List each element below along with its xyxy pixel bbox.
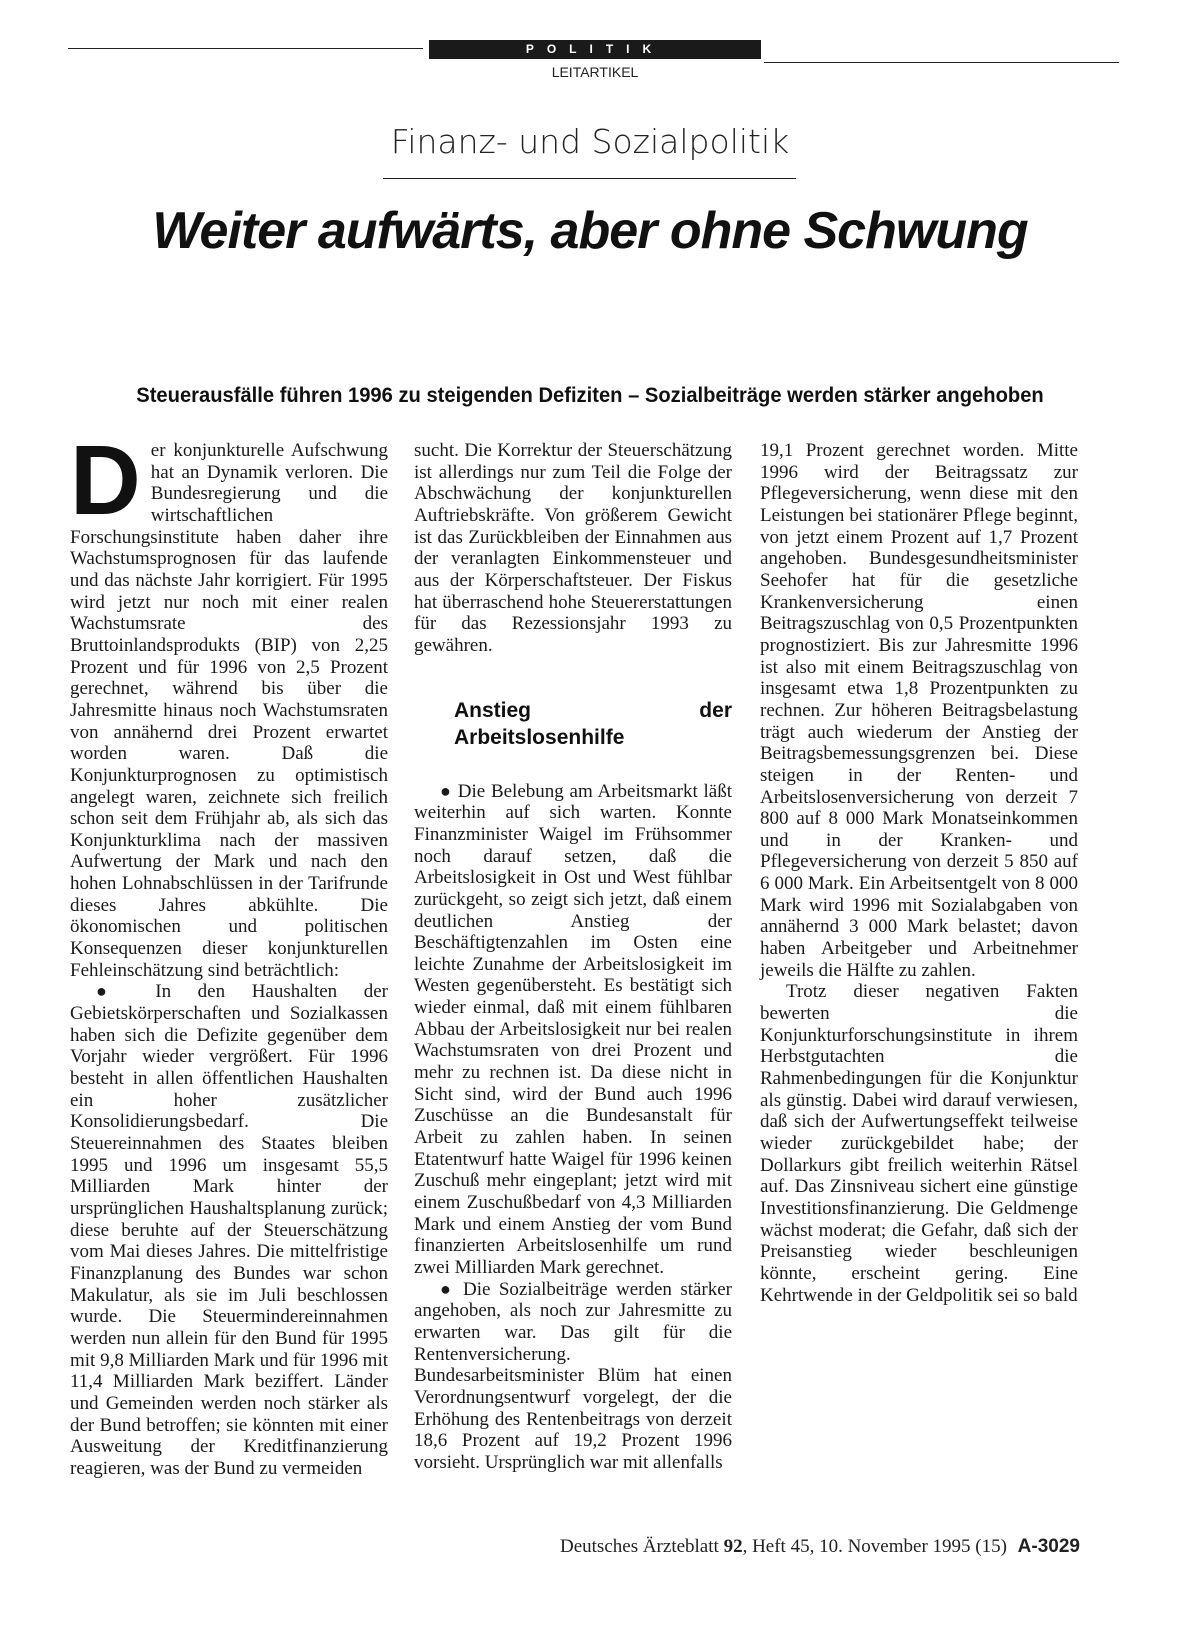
column-1	[70, 425, 388, 1480]
headline: Weiter aufwärts, aber ohne Schwung	[152, 202, 1028, 260]
paragraph-1	[70, 425, 388, 981]
paragraph-5-text: Trotz dieser negativen Fakten bewerten die Konjunkturforschungsinstitute in ihrem Herbstgutachten die Rahmenbedingungen für die Konjunktur als günstig. Dabei wird darauf verwiesen, daß sich der Aufwertungseffekt teilweise wieder zurückgebildet habe; der Dollarkurs gibt freilich weiterhin Rätsel auf. Das Zinsniveau sichert eine günstige Investitionsfinanzierung. Die Geldmenge wächst moderat; die Gefahr, daß sich der Preisanstieg wieder beschleunigen könnte, erscheint gering. Eine Kehrtwende in der Geldpolitik sei so bald	[760, 981, 1078, 1306]
paragraph-2-continued-text: sucht. Die Korrektur der Steuerschätzung ist allerdings nur zum Teil die Folge der Abschwächung der konjunkturellen Auftriebskräfte. Von größerem Gewicht ist das Zurückbleiben der Einnahmen aus der veranlagten Einkommensteuer und aus der Körperschaftsteuer. Der Fiskus hat überraschend hohe Steuererstattungen für das Rezessionsjahr 1993 zu gewähren.	[414, 440, 732, 656]
dropcap: D	[70, 425, 141, 535]
paragraph-4	[414, 1279, 732, 1474]
paragraph-3	[414, 781, 732, 1279]
paragraph-2-continued	[414, 440, 732, 657]
kicker: Finanz- und Sozialpolitik	[390, 122, 790, 161]
paragraph-4-text: Die Sozialbeiträge werden stärker angehoben, als noch zur Jahresmitte zu erwarten war. Das gilt für die Rentenversicherung. Bundesarbeitsminister Blüm hat einen Verordnungsentwurf vorgelegt, der die Erhöhung des Rentenbeitrags von derzeit 18,6 Prozent auf 19,2 Prozent 1996 vorsieht. Ursprünglich war mit allenfalls	[414, 1278, 733, 1473]
section-label: POLITIK	[429, 40, 761, 59]
subsection-label: LEITARTIKEL	[551, 64, 639, 80]
paragraph-4-continued-text: 19,1 Prozent gerechnet worden. Mitte 1996 wird der Beitragssatz zur Pflegeversicherung, wenn diese mit den Leistungen bei stationärer Pflege beginnt, von jetzt einem Prozent auf 1,7 Prozent angehoben. Bundesgesundheitsminister Seehofer hat für die gesetzliche Krankenversicherung einen Beitragszuschlag von 0,5 Prozentpunkten prognostiziert. Bis zur Jahresmitte 1996 ist also mit einem Beitragszuschlag von insgesamt etwa 1,8 Prozentpunkten zu rechnen. Zur höheren Beitragsbelastung trägt auch wiederum der Anstieg der Beitragsbemessungsgrenzen bei. Diese steigen in der Renten- und Arbeitslosenversicherung von derzeit 7 800 auf 8 000 Mark Monatseinkommen und in der Kranken- und Pflegeversicherung von derzeit 5 850 auf 6 000 Mark. Ein Arbeitsentgelt von 8 000 Mark wird 1996 mit Sozialabgaben von annähernd 3 000 Mark belastet; davon haben Arbeitgeber und Arbeitnehmer jeweils die Hälfte zu zahlen.	[760, 440, 1078, 981]
paragraph-2-text: In den Haushalten der Gebietskörperschaften und Sozialkassen haben sich die Defizite gegenüber dem Vorjahr wieder vergrößert. Für 1996 besteht in allen öffentlichen Haushalten ein hoher zusätzlicher Konsolidierungsbedarf. Die Steuereinnahmen des Staates bleiben 1995 und 1996 um insgesamt 55,5 Milliarden Mark hinter der ursprünglichen Haushaltsplanung zurück; diese beruhte auf der Steuerschätzung vom Mai dieses Jahres. Die mittelfristige Finanzplanung des Bundes war schon Makulatur, als sie im Juli beschlossen wurde. Die Steuermindereinnahmen werden nun allein für den Bund für 1995 mit 9,8 Milliarden Mark und für 1996 mit 11,4 Milliarden Mark beziffert. Länder und Gemeinden werden noch stärker als der Bund betroffen; sie könnten mit einer Ausweitung der Kreditfinanzierung reagieren, was der Bund zu vermeiden	[70, 981, 388, 1479]
journal-name: Deutsches Ärzteblatt	[560, 1536, 719, 1557]
subheading: Anstieg der Arbeitslosenhilfe	[454, 698, 732, 749]
header-rule-left	[68, 48, 423, 49]
paragraph-3-text: Die Belebung am Arbeitsmarkt läßt weiterhin auf sich warten. Konnte Finanzminister Waigel im Frühsommer noch darauf setzen, daß die Arbeitslosigkeit in Ost und West fühlbar zurückgeht, so zeigt sich jetzt, daß einem deutlichen Anstieg der Beschäftigtenzahlen im Osten eine leichte Zunahme der Arbeitslosigkeit im Westen gegenübersteht. Es bestätigt sich wieder einmal, daß mit einem fühlbaren Abbau der Arbeitslosigkeit nur bei realen Wachstumsraten von drei Prozent und mehr zu rechnen ist. Da diese nicht in Sicht sind, wird der Bund auch 1996 Zuschüsse an die Bundesanstalt für Arbeit zu zahlen haben. In seinen Etatentwurf hatte Waigel für 1996 keinen Zuschuß mehr eingeplant; jetzt wird mit einem Zuschußbedarf von 4,3 Milliarden Mark und einem Anstieg der vom Bund finanzierten Arbeitslosenhilfe um rund zwei Milliarden Mark gerechnet.	[414, 780, 733, 1278]
page-number: A-3029	[1017, 1536, 1080, 1557]
page-footer	[540, 1536, 1080, 1558]
paragraph-5	[760, 981, 1078, 1306]
bullet-icon: ●	[440, 780, 452, 801]
paragraph-4-continued	[760, 440, 1078, 981]
column-2	[414, 440, 732, 1474]
issue-info: , Heft 45, 10. November 1995 (15)	[742, 1536, 1007, 1557]
paragraph-2	[70, 981, 388, 1479]
volume-number: 92	[723, 1536, 743, 1557]
kicker-rule	[383, 178, 796, 179]
column-3	[760, 440, 1078, 1306]
bullet-icon: ●	[440, 1278, 455, 1299]
paragraph-1-text: er konjunkturelle Aufschwung hat an Dynamik verloren. Die Bundesregierung und die wirtschaftlichen Forschungsinstitute haben daher ihre Wachstumsprognosen für das laufende und das nächste Jahr korrigiert. Für 1995 wird jetzt nur noch mit einer realen Wachstumsrate des Bruttoinlandsprodukts (BIP) von 2,25 Prozent und für 1996 von 2,5 Prozent gerechnet, während bis über die Jahresmitte hinaus noch Wachstumsraten von annähernd drei Prozent erwartet worden waren. Daß die Konjunkturprognosen zu optimistisch angelegt waren, zeichnete sich freilich schon seit dem Frühjahr ab, als sich das Konjunkturklima nach der massiven Aufwertung der Mark und nach den hohen Lohnabschlüssen in der Tarifrunde dieses Jahres abkühlte. Die ökonomischen und politischen Konsequenzen dieser konjunkturellen Fehleinschätzung sind beträchtlich:	[70, 440, 388, 981]
dek: Steuerausfälle führen 1996 zu steigenden Defiziten – Sozialbeiträge werden stärker angehoben	[136, 384, 1044, 407]
bullet-icon: ●	[96, 981, 129, 1002]
header-rule-right	[764, 62, 1119, 63]
